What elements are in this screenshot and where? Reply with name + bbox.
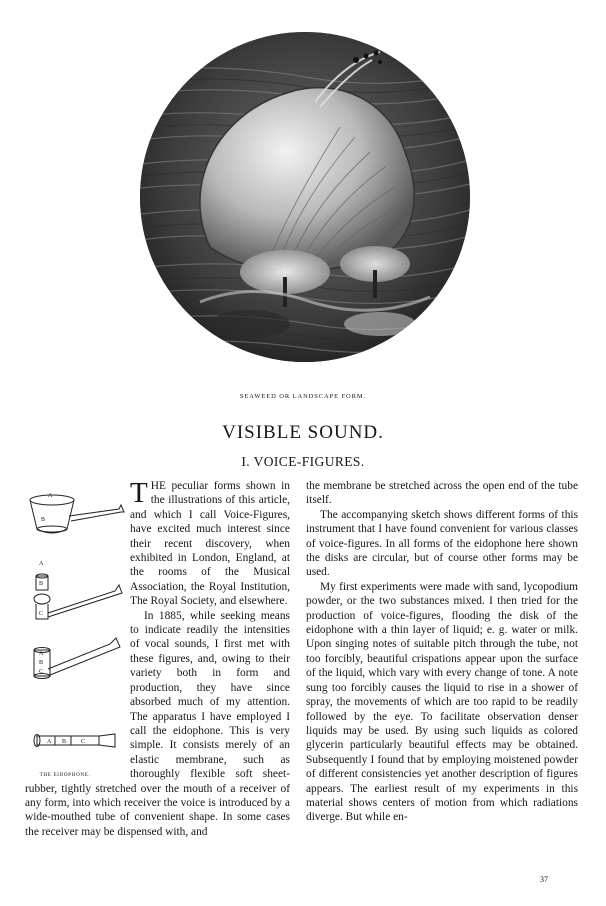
right-text-column (306, 479, 578, 825)
svg-text:B: B (39, 581, 44, 587)
svg-text:C: C (39, 669, 44, 675)
drop-cap: T (130, 477, 148, 509)
eidophone-sketches (25, 479, 126, 779)
svg-text:A: A (48, 493, 53, 499)
svg-text:C: C (81, 739, 86, 745)
eidophone-caption: THE EIDOPHONE. (39, 772, 91, 778)
svg-text:A: A (39, 651, 44, 657)
svg-text:B: B (39, 660, 44, 666)
eidophone-diagrams (25, 479, 126, 781)
paragraph-5: My first experiments were made with sand, lycopodium powder, or the two substances mixed. I then tried for the production of voice-figures, flooding the disk of the eidophone with a thin layer of liquid; e. g. water or milk. Upon singing notes of suitable pitch through the tube, not too forcibly, beautiful crispations appear upon the surface of the liquid, which vary with every change of tone. A note sung too forcibly causes the liquid to rise in a shower of spray, the movements of which are too rapid to be readily followed by the eye. To facilitate observation denser liquids may be used. By using such liquids as colored glycerin particularly beautiful effects may be obtained. Subsequently I found that by employing moistened powder of different consistencies yet another description of figures appears. The earliest result of my experiments in this material shows centers of motion from which radiations diverge. But while en- (306, 580, 578, 824)
seaweed-landscape-plate (140, 32, 470, 362)
page-number: 37 (540, 875, 548, 884)
paragraph-3: the membrane be stretched across the open end of the tube itself. (306, 480, 578, 507)
seaweed-figure-illustration (140, 32, 470, 362)
paragraph-4: The accompanying sketch shows different forms of this instrument that I have found convenient for various classes of voice-figures. In all forms of the eidophone here shown the disks are circular, but of course other forms may be used. (306, 508, 578, 579)
svg-text:B: B (41, 517, 46, 523)
section-heading: I. VOICE-FIGURES. (241, 454, 365, 469)
svg-text:A: A (47, 739, 52, 745)
svg-text:A: A (39, 561, 44, 567)
figure-caption: SEAWEED OR LANDSCAPE FORM. (239, 393, 367, 400)
svg-text:C: C (39, 611, 44, 617)
left-text-column (25, 479, 290, 871)
article-title: VISIBLE SOUND. (222, 422, 384, 443)
svg-text:B: B (62, 739, 67, 745)
paragraph-2: In 1885, while seeking means to indicate readily the intensities of vocal sounds, I first met with these figures, and, owing to their variety both in form and production, they have since absorbed much of my attention. The apparatus I have employed I call the eidophone. This is very simple. It consists merely of an elastic membrane, such as thoroughly flexible soft sheet-rubber, tightly stretched over the mouth of a receiver of any form, into which receiver the voice is introduced by a wide-mouthed tube of convenient shape. In some cases the receiver may be dispensed with, and (25, 609, 290, 838)
paragraph-1-text: HE peculiar forms shown in the illustrations of this article, and which I call Voice-Figures, have excited much interest since their recent discovery, when exhibited in London, England, at the rooms of the Musical Association, the Royal Institution, The Royal Society, and elsewhere. (130, 480, 290, 608)
